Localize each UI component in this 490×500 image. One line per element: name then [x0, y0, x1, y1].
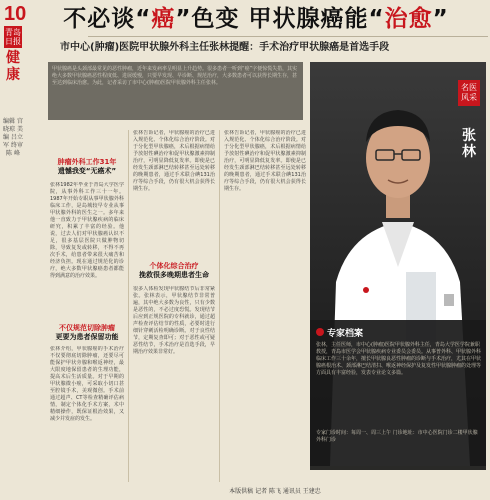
intro-text: 甲状腺癌是头颈部最常见的恶性肿瘤，近年来发病率呈明显上升趋势。很多患者一听到“癌”字便惊慌失措，其实绝大多数甲状腺癌恶性程度低、进展缓慢，只要早发现、早诊断、规范治疗，大多数患者可以获得长期生存，甚至达到临床治愈。为此，记者采访了市中心(肿瘤)医院甲状腺外科主任张林。: [52, 66, 298, 86]
section-heading-line-1: 不仅规范切除肿瘤: [59, 324, 115, 332]
side-credit: 编辑 宫晓琼 美编 吕立军 终审 陈 峰: [3, 118, 23, 157]
profile-text: 张林，主任医师，市中心(肿瘤)医院甲状腺外科主任，青岛大学医学院兼职教授，青岛市医学会甲状腺疾病专业委员会委员。从事普外科、甲状腺外科临床工作三十余年，擅长甲状腺良恶性肿瘤的诊断与手术治疗，尤其在甲状腺癌根治术、颈部淋巴结清扫、喉返神经保护及复发性甲状腺肿瘤的处理等方面具有丰富经验，发表专业论文多篇。: [316, 342, 482, 376]
page-number: 10: [4, 3, 27, 25]
section-tag: 青岛日报: [5, 28, 21, 46]
headline: [26, 4, 486, 34]
bullet-icon: [316, 328, 324, 336]
profile-title: 专家档案: [327, 328, 364, 339]
section-heading-line-2: 遗憾我变“无癌术”: [57, 167, 117, 175]
article-column-1: 张林1982年毕业于青岛大学医学院，从事外科工作三十一年。1987年开始专职从事甲状腺外科临床工作，是岛城较早专业从事甲状腺外科的医生之一。多年来他一直致力于甲状腺疾病的临床研究，积累了丰富的经验。他说，过去人们对甲状腺癌认识不足，很多基层医院只做肿物切除，导致复发或转移，不得不再次手术，给患者带来很大痛苦和经济负担。现在通过规范化的诊疗，绝大多数甲状腺癌患者都能得到满意的治疗效果。: [50, 182, 124, 279]
headline-part-2: ”色变 甲状腺癌能“: [175, 6, 385, 32]
subtitle: 市中心(肿瘤)医院甲状腺外科主任张林提醒：手术治疗甲状腺癌是首选手段: [60, 42, 390, 53]
headline-part-3: ”: [432, 6, 449, 32]
headline-part-1: 不必谈“: [63, 6, 152, 32]
column-divider: [219, 130, 220, 482]
column-divider: [128, 130, 129, 482]
name-tag: 名医风采: [458, 80, 480, 106]
footer-credit: 本版供稿 记者 陈飞 通讯员 王建忠: [229, 488, 321, 495]
section-heading-line-1: 肿瘤外科工作31年: [57, 158, 117, 166]
article-column-5: 张林告诉记者，甲状腺癌的治疗已进入规范化、个体化综合治疗阶段。对于分化型甲状腺癌，术后根据病情给予放射性碘治疗和促甲状腺激素抑制治疗，可明显降低复发率。即使是已经发生颈部淋巴结转移甚至远处转移的晚期患者，通过手术联合碘131治疗等综合手段，仍有很大机会获得长期生存。: [224, 130, 306, 192]
section-heading: [133, 262, 215, 280]
headline-emphasis-2: 治愈: [384, 6, 433, 32]
article-column-3: 张林告诉记者，甲状腺癌的治疗已进入规范化、个体化综合治疗阶段。对于分化型甲状腺癌，术后根据病情给予放射性碘治疗和促甲状腺激素抑制治疗，可明显降低复发率。即使是已经发生颈部淋巴结转移甚至远处转移的晚期患者，通过手术联合碘131治疗等综合手段，仍有很大机会获得长期生存。: [133, 130, 215, 192]
article-column-2: 张林介绍，甲状腺癌的手术治疗不仅要彻底切除肿瘤，还要尽可能保护甲状旁腺和喉返神经，最大限度地保留患者的生理功能，提高术后生活质量。对于早期的甲状腺微小癌，可采取小切口甚至腔镜手术，美观微创。手术前通过超声、CT等检查精确评估病情，制定个体化手术方案，术中精细操作，既保证根治效果，又减少并发症的发生。: [50, 346, 124, 422]
section-heading-line-1: 个体化综合治疗: [149, 262, 199, 270]
section-name: 健康: [6, 50, 20, 83]
profile-header: [316, 325, 388, 339]
article-column-4: 很多人体检发现甲状腺结节后非常紧张。张林表示，甲状腺结节非常普遍，其中绝大多数为良性，只有少数是恶性的，不必过度恐慌。发现结节后应到正规医院的专科就诊，通过超声检查评估结节的性质，必要时进行细针穿刺活检明确诊断。对于良性结节，定期复查即可；对于恶性或可疑恶性结节，手术治疗是首选手段，早期治疗效果非常好。: [133, 286, 215, 355]
subtitle-divider: [88, 36, 488, 37]
doctor-name: 张林: [462, 128, 476, 160]
section-heading: [50, 158, 124, 176]
section-heading: [50, 324, 124, 342]
profile-clinic-info: 专家门诊时间：每周一、周三上午 门诊地址：市中心医院门诊二楼甲状腺外科门诊: [316, 430, 478, 443]
section-heading-line-2: 挽救很多晚期患者生命: [139, 271, 209, 279]
section-heading-line-2: 更要为患者保留功能: [55, 333, 119, 341]
headline-emphasis-1: 癌: [151, 6, 176, 32]
